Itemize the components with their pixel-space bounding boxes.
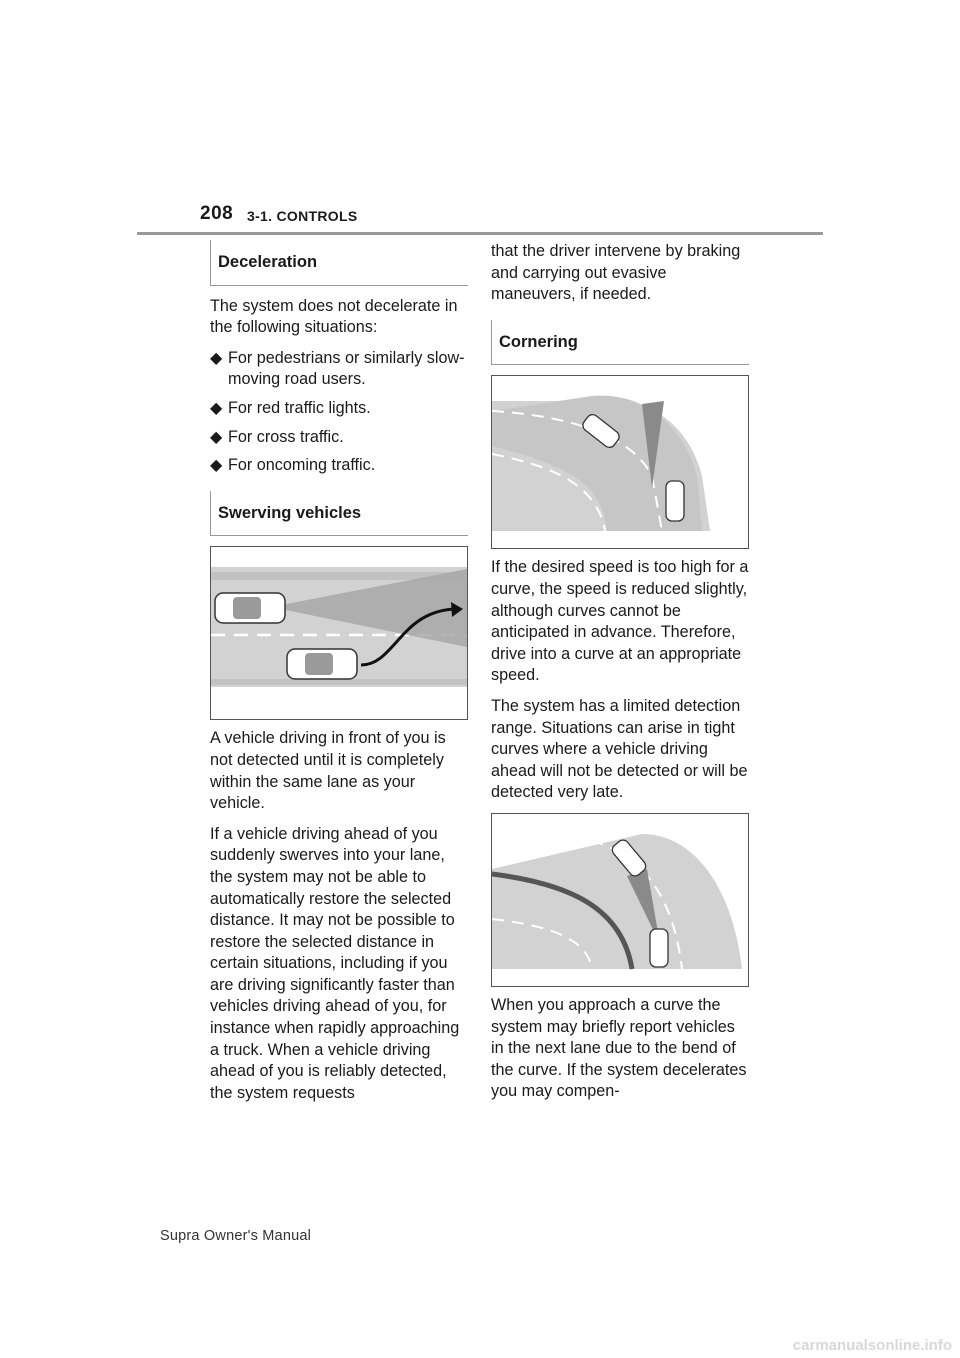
right-column bbox=[491, 241, 749, 1112]
cornering-paragraph-2: The system has a limited detection range. Situations can arise in tight curves where a vehicle driving ahead will not be detected or will be detected very late. bbox=[491, 696, 748, 802]
list-item: ◆ For pedestrians or similarly slow-moving road users. bbox=[210, 348, 465, 389]
diamond-bullet-icon: ◆ bbox=[210, 348, 223, 367]
car-top-view-icon bbox=[287, 649, 357, 679]
cornering-paragraph-1: If the desired speed is too high for a curve, the speed is reduced slightly, although curves cannot be anticipated in advance. Therefore, drive into a curve at an appropriate speed. bbox=[491, 558, 749, 685]
list-item: ◆ For red traffic lights. bbox=[210, 398, 468, 420]
diamond-bullet-icon: ◆ bbox=[210, 456, 223, 475]
heading-cornering: Cornering bbox=[491, 320, 749, 366]
list-item: ◆ For cross traffic. bbox=[210, 427, 468, 449]
car-top-view-icon bbox=[666, 481, 684, 521]
list-item: ◆ For oncoming traffic. bbox=[210, 455, 468, 477]
footer-manual-title: Supra Owner's Manual bbox=[160, 1228, 312, 1244]
deceleration-intro: The system does not decelerate in the following situations: bbox=[210, 296, 458, 337]
section-title: 3-1. CONTROLS bbox=[247, 208, 358, 224]
cornering-paragraph-3: When you approach a curve the system may briefly report vehicles in the next lane due to the bend of the curve. If the system decelerates you may compen- bbox=[491, 995, 747, 1101]
page-number: 208 bbox=[200, 203, 234, 224]
watermark: carmanualsonline.info bbox=[792, 1337, 952, 1354]
cornering-illustration-1 bbox=[492, 376, 748, 548]
cornering-figure-1 bbox=[491, 375, 749, 549]
continuation-paragraph: that the driver intervene by braking and carrying out evasive maneuvers, if needed. bbox=[491, 242, 741, 304]
diamond-bullet-icon: ◆ bbox=[210, 398, 223, 417]
cornering-illustration-2 bbox=[492, 814, 748, 986]
swerving-vehicles-figure bbox=[210, 546, 468, 720]
car-top-view-icon bbox=[215, 593, 285, 623]
diamond-bullet-icon: ◆ bbox=[210, 427, 223, 446]
cornering-figure-2 bbox=[491, 813, 749, 987]
swerving-illustration bbox=[211, 547, 467, 719]
heading-swerving-vehicles: Swerving vehicles bbox=[210, 491, 468, 537]
car-top-view-icon bbox=[650, 929, 668, 967]
swerving-paragraph-1: A vehicle driving in front of you is not detected until it is completely within the same lane as your vehicle. bbox=[210, 729, 446, 813]
header-rule bbox=[137, 232, 823, 235]
swerving-paragraph-2: If a vehicle driving ahead of you suddenly swerves into your lane, the system may not be able to automatically restore the selected distance. It may not be possible to restore the selected distance in certain situations, including if you are driving significantly faster than vehicles driving ahead of you, for instance when rapidly approaching a truck. When a vehicle driving ahead of you is reliably detected, the system requests bbox=[210, 824, 460, 1102]
heading-deceleration: Deceleration bbox=[210, 240, 468, 286]
left-column bbox=[210, 240, 468, 1113]
